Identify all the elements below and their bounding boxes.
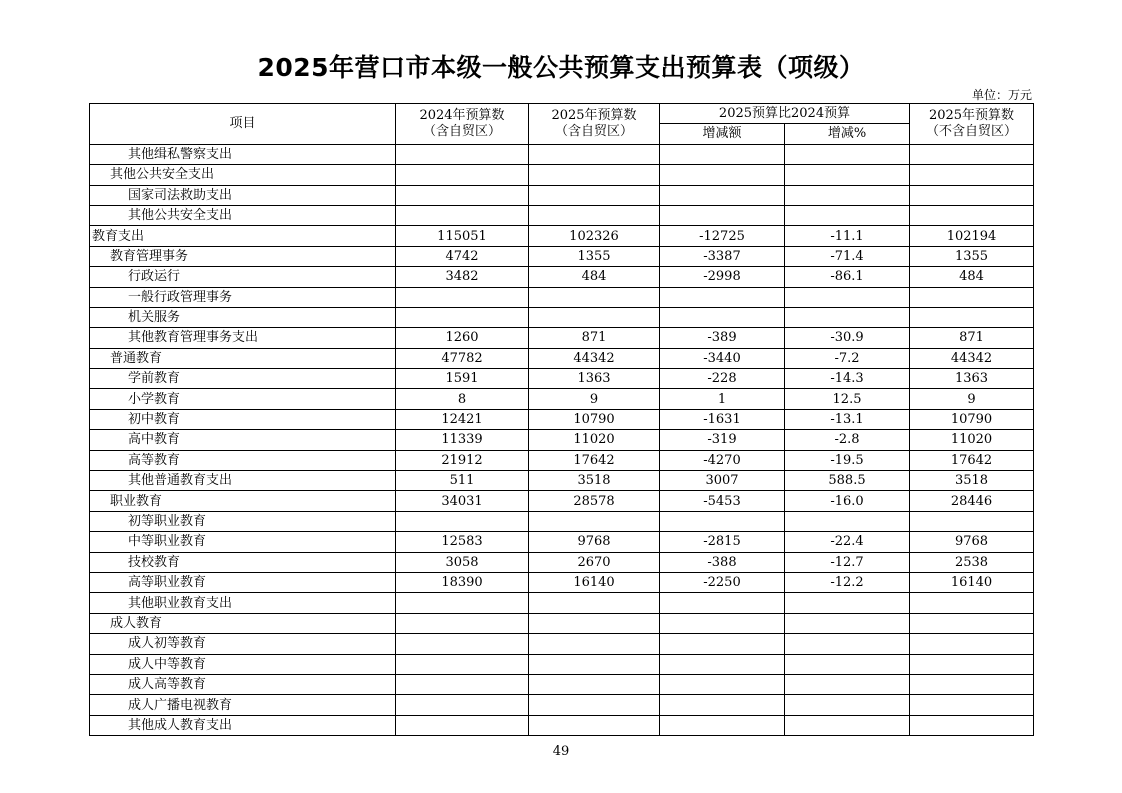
row-2024-budget: 8 bbox=[396, 389, 529, 409]
row-2025-budget-excl: 44342 bbox=[910, 348, 1034, 368]
row-change-pct: -71.4 bbox=[785, 246, 910, 266]
row-2025-budget bbox=[529, 205, 660, 225]
row-change-pct bbox=[785, 205, 910, 225]
header-change-pct: 增减% bbox=[785, 124, 910, 144]
table-row bbox=[90, 348, 1034, 368]
row-2025-budget bbox=[529, 613, 660, 633]
row-item-name: 职业教育 bbox=[90, 491, 396, 511]
row-2025-budget-excl bbox=[910, 634, 1034, 654]
row-change-amount bbox=[660, 654, 785, 674]
table-row bbox=[90, 389, 1034, 409]
row-2025-budget: 871 bbox=[529, 328, 660, 348]
row-2024-budget bbox=[396, 287, 529, 307]
row-item-name: 其他职业教育支出 bbox=[90, 593, 396, 613]
row-2025-budget-excl bbox=[910, 613, 1034, 633]
row-2024-budget: 511 bbox=[396, 471, 529, 491]
row-change-pct: -19.5 bbox=[785, 450, 910, 470]
row-2025-budget-excl: 1363 bbox=[910, 369, 1034, 389]
table-row bbox=[90, 674, 1034, 694]
row-2025-budget bbox=[529, 307, 660, 327]
row-change-pct: -16.0 bbox=[785, 491, 910, 511]
row-2024-budget bbox=[396, 593, 529, 613]
row-item-name: 机关服务 bbox=[90, 307, 396, 327]
row-2024-budget bbox=[396, 511, 529, 531]
row-change-pct bbox=[785, 654, 910, 674]
table-row bbox=[90, 613, 1034, 633]
row-2024-budget bbox=[396, 634, 529, 654]
row-item-name: 高等职业教育 bbox=[90, 572, 396, 592]
row-2025-budget: 17642 bbox=[529, 450, 660, 470]
row-item-name: 高等教育 bbox=[90, 450, 396, 470]
row-2025-budget bbox=[529, 593, 660, 613]
row-2025-budget-excl: 16140 bbox=[910, 572, 1034, 592]
table-row bbox=[90, 430, 1034, 450]
row-change-amount bbox=[660, 205, 785, 225]
row-2024-budget bbox=[396, 715, 529, 735]
row-2024-budget bbox=[396, 613, 529, 633]
row-change-pct: -7.2 bbox=[785, 348, 910, 368]
row-change-amount: -389 bbox=[660, 328, 785, 348]
row-2025-budget: 28578 bbox=[529, 491, 660, 511]
row-change-amount: -1631 bbox=[660, 409, 785, 429]
row-change-pct bbox=[785, 307, 910, 327]
row-change-amount: -5453 bbox=[660, 491, 785, 511]
row-item-name: 中等职业教育 bbox=[90, 532, 396, 552]
row-2025-budget-excl bbox=[910, 287, 1034, 307]
row-2025-budget-excl bbox=[910, 144, 1034, 164]
row-item-name: 一般行政管理事务 bbox=[90, 287, 396, 307]
table-header bbox=[90, 104, 1034, 145]
row-item-name: 初中教育 bbox=[90, 409, 396, 429]
row-2025-budget: 10790 bbox=[529, 409, 660, 429]
row-change-pct: -11.1 bbox=[785, 226, 910, 246]
row-item-name: 国家司法救助支出 bbox=[90, 185, 396, 205]
row-change-pct: -12.7 bbox=[785, 552, 910, 572]
row-change-pct bbox=[785, 144, 910, 164]
row-2025-budget-excl: 9768 bbox=[910, 532, 1034, 552]
row-2025-budget-excl bbox=[910, 695, 1034, 715]
table-row bbox=[90, 226, 1034, 246]
row-2025-budget-excl: 484 bbox=[910, 267, 1034, 287]
row-2024-budget bbox=[396, 307, 529, 327]
row-2025-budget: 484 bbox=[529, 267, 660, 287]
row-item-name: 成人高等教育 bbox=[90, 674, 396, 694]
row-item-name: 小学教育 bbox=[90, 389, 396, 409]
row-change-amount bbox=[660, 511, 785, 531]
row-2025-budget-excl: 3518 bbox=[910, 471, 1034, 491]
row-change-amount: -2998 bbox=[660, 267, 785, 287]
header-change-amount: 增减额 bbox=[660, 124, 785, 144]
header-2025-excl-line1: 2025年预算数 bbox=[928, 107, 1015, 123]
row-change-pct: -2.8 bbox=[785, 430, 910, 450]
row-2025-budget: 9768 bbox=[529, 532, 660, 552]
row-change-pct bbox=[785, 715, 910, 735]
row-change-pct bbox=[785, 634, 910, 654]
row-2024-budget: 4742 bbox=[396, 246, 529, 266]
table-row bbox=[90, 165, 1034, 185]
row-change-pct: -30.9 bbox=[785, 328, 910, 348]
row-item-name: 初等职业教育 bbox=[90, 511, 396, 531]
header-2025-budget-excl bbox=[910, 104, 1034, 145]
row-change-amount bbox=[660, 593, 785, 613]
row-change-pct: 12.5 bbox=[785, 389, 910, 409]
row-2025-budget: 44342 bbox=[529, 348, 660, 368]
unit-label: 单位：万元 bbox=[971, 88, 1032, 102]
row-2025-budget-excl: 10790 bbox=[910, 409, 1034, 429]
row-2025-budget bbox=[529, 674, 660, 694]
row-change-amount: -3387 bbox=[660, 246, 785, 266]
row-change-amount: -3440 bbox=[660, 348, 785, 368]
row-2025-budget bbox=[529, 695, 660, 715]
table-row bbox=[90, 205, 1034, 225]
row-2025-budget bbox=[529, 165, 660, 185]
row-change-amount bbox=[660, 695, 785, 715]
row-change-pct: -12.2 bbox=[785, 572, 910, 592]
row-change-pct bbox=[785, 287, 910, 307]
row-2025-budget-excl bbox=[910, 715, 1034, 735]
row-change-amount: 1 bbox=[660, 389, 785, 409]
header-2025-budget bbox=[529, 104, 660, 145]
row-item-name: 成人教育 bbox=[90, 613, 396, 633]
table-row bbox=[90, 572, 1034, 592]
row-item-name: 成人中等教育 bbox=[90, 654, 396, 674]
row-2025-budget-excl bbox=[910, 593, 1034, 613]
row-change-amount bbox=[660, 634, 785, 654]
row-2025-budget-excl bbox=[910, 165, 1034, 185]
header-2025-budget-line1: 2025年预算数 bbox=[551, 107, 637, 123]
row-2025-budget-excl bbox=[910, 654, 1034, 674]
table-row bbox=[90, 369, 1034, 389]
row-2024-budget: 47782 bbox=[396, 348, 529, 368]
row-2024-budget bbox=[396, 654, 529, 674]
header-item: 项目 bbox=[90, 104, 396, 145]
row-item-name: 普通教育 bbox=[90, 348, 396, 368]
row-2024-budget: 21912 bbox=[396, 450, 529, 470]
row-item-name: 其他普通教育支出 bbox=[90, 471, 396, 491]
row-2025-budget: 11020 bbox=[529, 430, 660, 450]
row-change-amount bbox=[660, 287, 785, 307]
row-2025-budget-excl: 17642 bbox=[910, 450, 1034, 470]
header-2025-excl-line2: （不含自贸区） bbox=[926, 123, 1018, 139]
table-row bbox=[90, 511, 1034, 531]
row-2025-budget: 2670 bbox=[529, 552, 660, 572]
row-change-amount bbox=[660, 307, 785, 327]
row-2025-budget: 1355 bbox=[529, 246, 660, 266]
row-change-pct bbox=[785, 613, 910, 633]
row-change-amount bbox=[660, 613, 785, 633]
row-2025-budget bbox=[529, 715, 660, 735]
row-change-amount: 3007 bbox=[660, 471, 785, 491]
row-2025-budget-excl: 9 bbox=[910, 389, 1034, 409]
row-2024-budget: 3482 bbox=[396, 267, 529, 287]
budget-table bbox=[89, 103, 1034, 736]
row-2025-budget-excl bbox=[910, 674, 1034, 694]
header-compare: 2025预算比2024预算 bbox=[660, 104, 910, 124]
table-body bbox=[90, 144, 1034, 735]
table-row bbox=[90, 552, 1034, 572]
row-change-pct bbox=[785, 511, 910, 531]
row-2025-budget-excl bbox=[910, 185, 1034, 205]
row-2025-budget: 3518 bbox=[529, 471, 660, 491]
row-change-pct: -13.1 bbox=[785, 409, 910, 429]
page-number: 49 bbox=[552, 744, 570, 759]
row-2024-budget bbox=[396, 185, 529, 205]
row-change-amount: -388 bbox=[660, 552, 785, 572]
row-2024-budget: 18390 bbox=[396, 572, 529, 592]
table-row bbox=[90, 450, 1034, 470]
row-item-name: 其他教育管理事务支出 bbox=[90, 328, 396, 348]
row-change-amount: -319 bbox=[660, 430, 785, 450]
row-2024-budget: 1591 bbox=[396, 369, 529, 389]
table-row bbox=[90, 695, 1034, 715]
row-2024-budget: 3058 bbox=[396, 552, 529, 572]
row-change-pct bbox=[785, 695, 910, 715]
row-2024-budget bbox=[396, 674, 529, 694]
row-item-name: 学前教育 bbox=[90, 369, 396, 389]
table-row bbox=[90, 409, 1034, 429]
row-2024-budget bbox=[396, 144, 529, 164]
row-item-name: 其他缉私警察支出 bbox=[90, 144, 396, 164]
row-2025-budget bbox=[529, 634, 660, 654]
row-2025-budget: 9 bbox=[529, 389, 660, 409]
row-2025-budget bbox=[529, 287, 660, 307]
row-2024-budget: 115051 bbox=[396, 226, 529, 246]
row-item-name: 其他成人教育支出 bbox=[90, 715, 396, 735]
row-item-name: 其他公共安全支出 bbox=[90, 165, 396, 185]
row-item-name: 高中教育 bbox=[90, 430, 396, 450]
row-change-amount bbox=[660, 185, 785, 205]
row-2025-budget-excl: 1355 bbox=[910, 246, 1034, 266]
row-2024-budget: 12583 bbox=[396, 532, 529, 552]
row-change-pct bbox=[785, 165, 910, 185]
header-2024-budget bbox=[396, 104, 529, 145]
row-change-pct: 588.5 bbox=[785, 471, 910, 491]
row-2024-budget: 1260 bbox=[396, 328, 529, 348]
row-change-amount: -2250 bbox=[660, 572, 785, 592]
table-row bbox=[90, 654, 1034, 674]
row-change-amount: -12725 bbox=[660, 226, 785, 246]
row-change-pct bbox=[785, 185, 910, 205]
row-item-name: 其他公共安全支出 bbox=[90, 205, 396, 225]
row-2024-budget bbox=[396, 695, 529, 715]
row-2025-budget-excl: 102194 bbox=[910, 226, 1034, 246]
row-2025-budget bbox=[529, 185, 660, 205]
row-2025-budget bbox=[529, 511, 660, 531]
table-row bbox=[90, 144, 1034, 164]
row-item-name: 行政运行 bbox=[90, 267, 396, 287]
row-2025-budget: 1363 bbox=[529, 369, 660, 389]
row-2025-budget bbox=[529, 654, 660, 674]
table-row bbox=[90, 267, 1034, 287]
header-2024-budget-line1: 2024年预算数 bbox=[419, 107, 505, 123]
row-2025-budget: 102326 bbox=[529, 226, 660, 246]
row-2024-budget: 12421 bbox=[396, 409, 529, 429]
row-item-name: 教育管理事务 bbox=[90, 246, 396, 266]
table-row bbox=[90, 287, 1034, 307]
table-row bbox=[90, 307, 1034, 327]
row-change-pct bbox=[785, 593, 910, 613]
row-item-name: 成人广播电视教育 bbox=[90, 695, 396, 715]
row-2025-budget-excl: 11020 bbox=[910, 430, 1034, 450]
row-change-pct bbox=[785, 674, 910, 694]
table-row bbox=[90, 185, 1034, 205]
row-change-amount: -228 bbox=[660, 369, 785, 389]
table-row bbox=[90, 715, 1034, 735]
row-change-amount bbox=[660, 674, 785, 694]
row-item-name: 技校教育 bbox=[90, 552, 396, 572]
table-row bbox=[90, 593, 1034, 613]
table-row bbox=[90, 471, 1034, 491]
row-2025-budget: 16140 bbox=[529, 572, 660, 592]
row-change-amount bbox=[660, 165, 785, 185]
row-change-pct: -86.1 bbox=[785, 267, 910, 287]
row-2025-budget-excl bbox=[910, 307, 1034, 327]
header-2024-budget-line2: （含自贸区） bbox=[422, 123, 501, 139]
row-2024-budget: 11339 bbox=[396, 430, 529, 450]
row-change-amount bbox=[660, 715, 785, 735]
row-item-name: 成人初等教育 bbox=[90, 634, 396, 654]
row-change-amount: -4270 bbox=[660, 450, 785, 470]
row-2025-budget-excl: 2538 bbox=[910, 552, 1034, 572]
page-title: 2025年营口市本级一般公共预算支出预算表（项级） bbox=[257, 53, 865, 82]
row-2024-budget: 34031 bbox=[396, 491, 529, 511]
row-item-name: 教育支出 bbox=[90, 226, 396, 246]
row-2024-budget bbox=[396, 165, 529, 185]
row-2025-budget-excl bbox=[910, 511, 1034, 531]
row-2025-budget bbox=[529, 144, 660, 164]
row-2024-budget bbox=[396, 205, 529, 225]
row-2025-budget-excl: 871 bbox=[910, 328, 1034, 348]
row-2025-budget-excl bbox=[910, 205, 1034, 225]
row-2025-budget-excl: 28446 bbox=[910, 491, 1034, 511]
table-row bbox=[90, 491, 1034, 511]
table-row bbox=[90, 634, 1034, 654]
row-change-amount bbox=[660, 144, 785, 164]
row-change-pct: -22.4 bbox=[785, 532, 910, 552]
row-change-amount: -2815 bbox=[660, 532, 785, 552]
table-row bbox=[90, 246, 1034, 266]
row-change-pct: -14.3 bbox=[785, 369, 910, 389]
table-row bbox=[90, 532, 1034, 552]
table-row bbox=[90, 328, 1034, 348]
header-2025-budget-line2: （含自贸区） bbox=[554, 123, 633, 139]
